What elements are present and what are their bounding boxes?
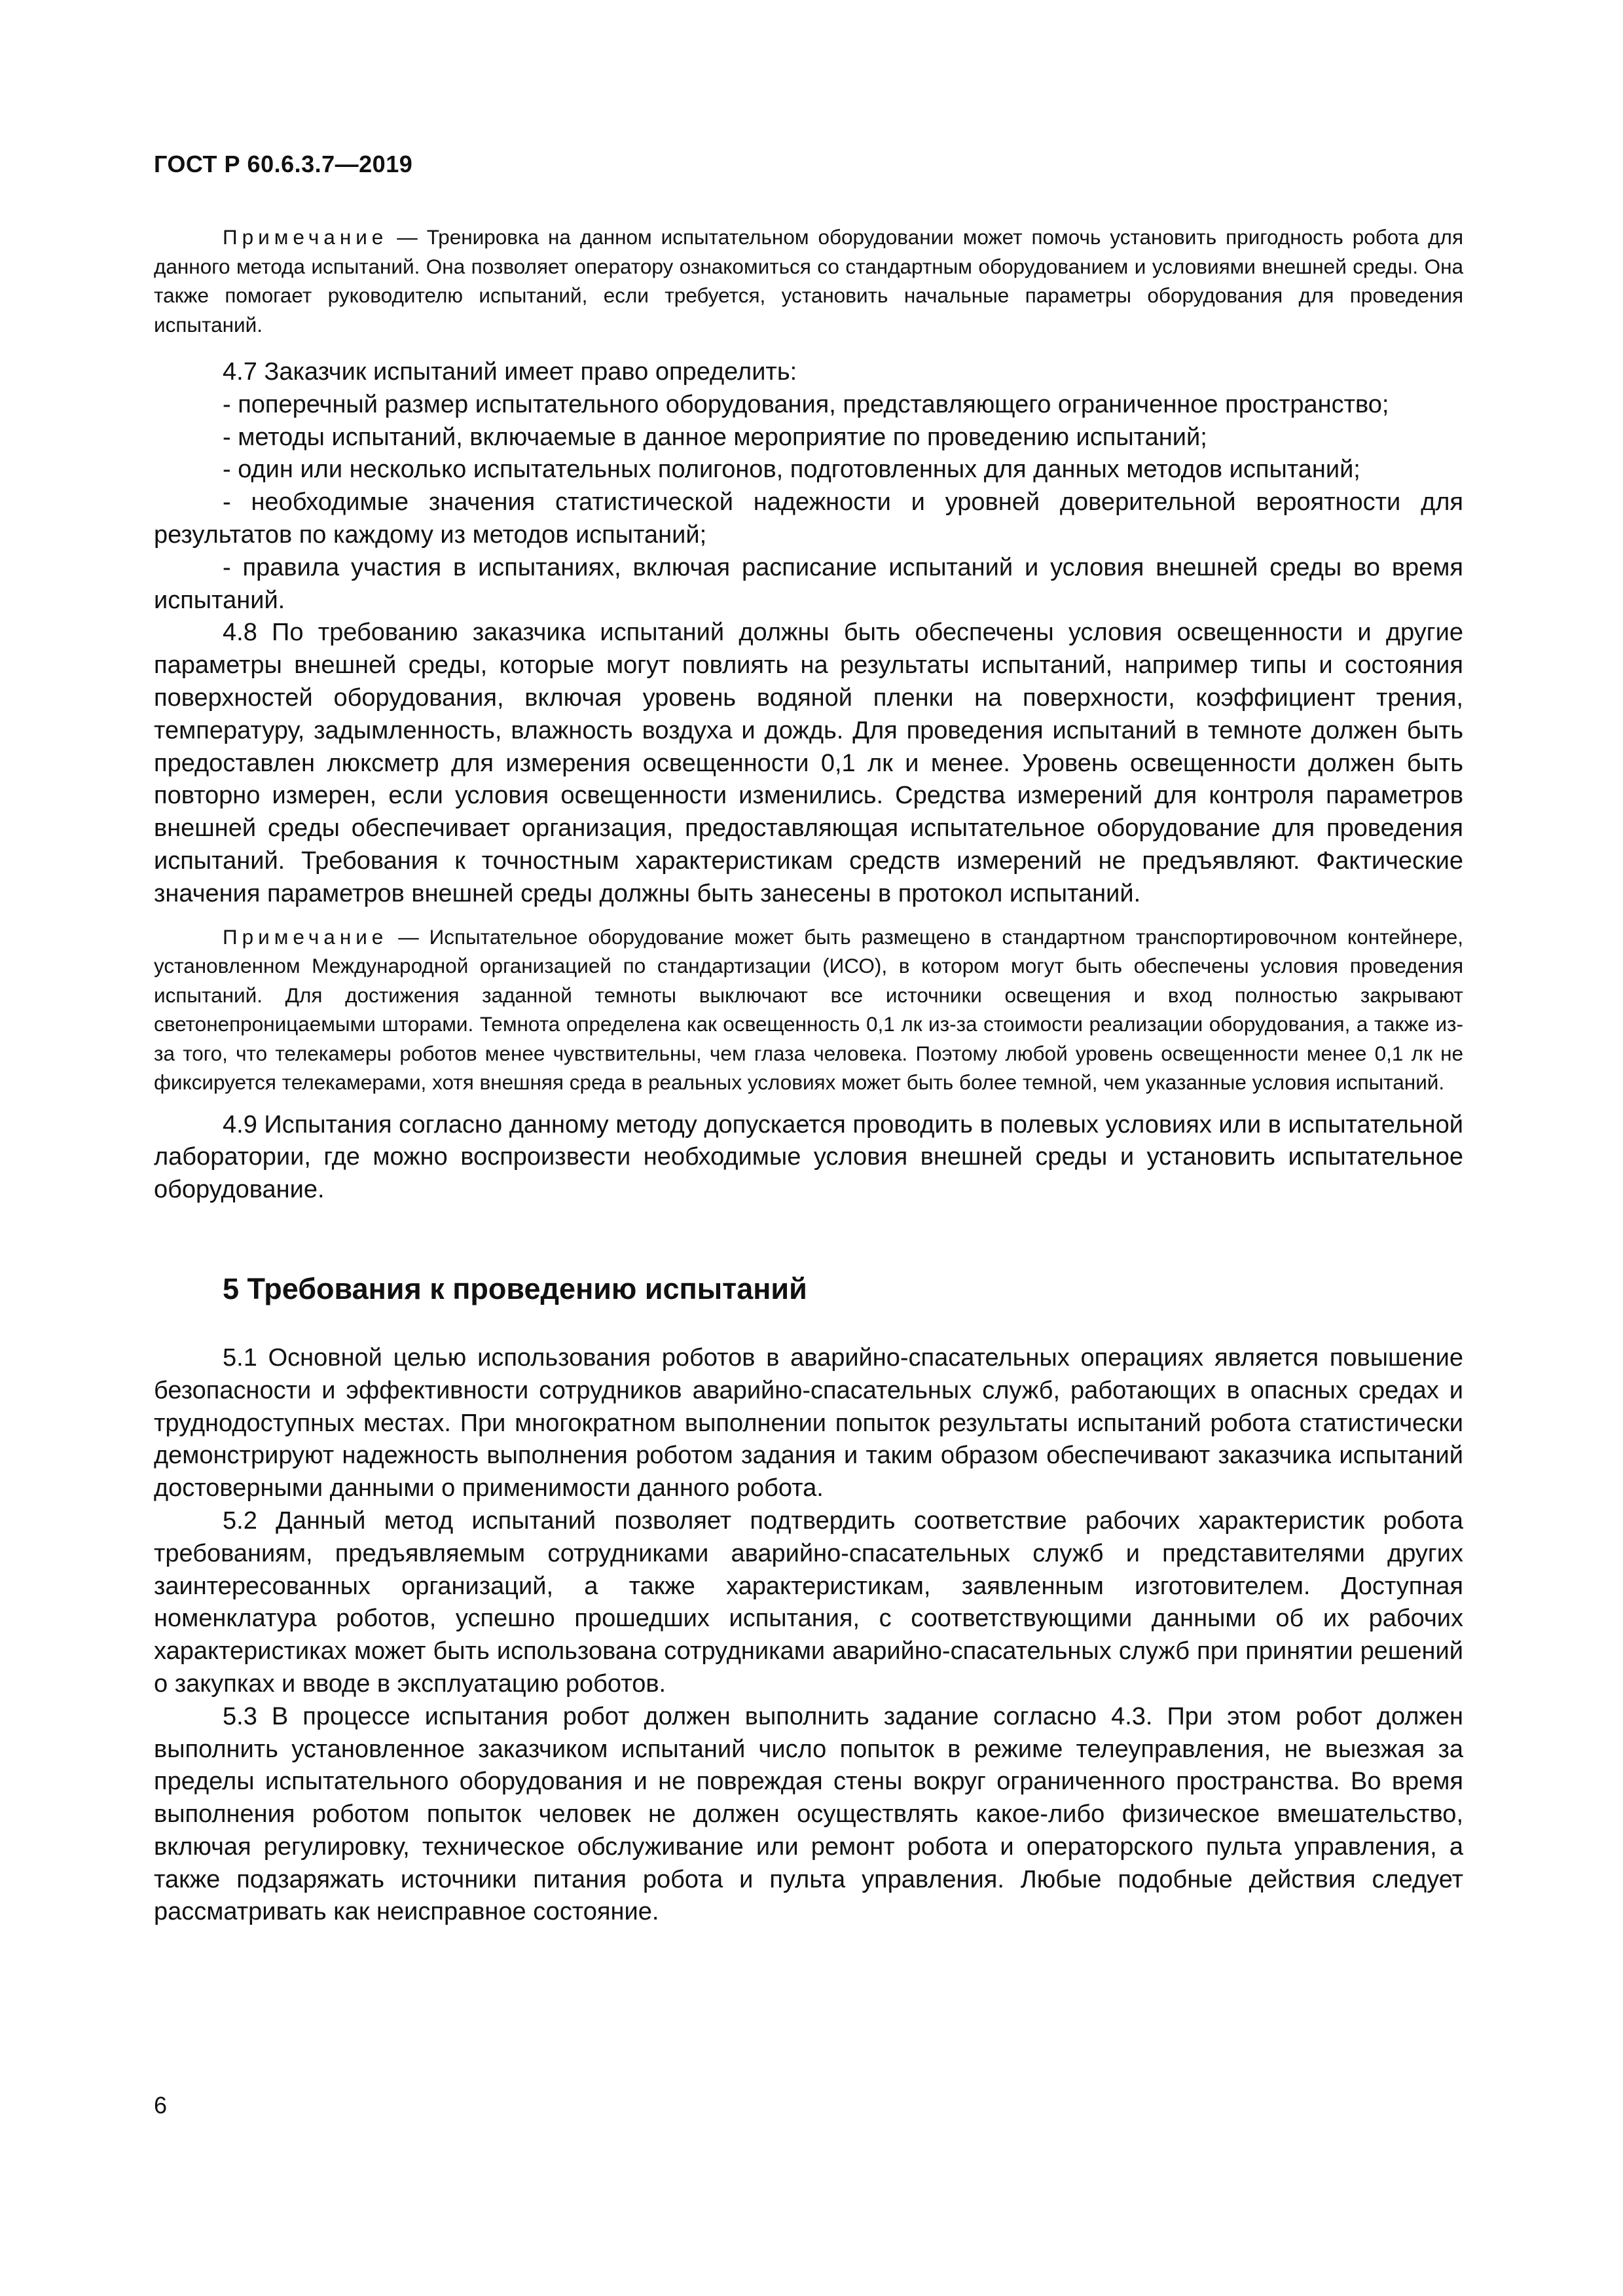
note-text: — Тренировка на данном испытательном оборудовании может помочь установить пригодность робота для данного метода испытаний. Она позволяет оператору ознакомиться со стандартным оборудованием и условиями внешней среды. Она также помогает руководителю испытаний, если требуется, установить начальные параметры оборудования для проведения испытаний. <box>154 225 1463 337</box>
page-content <box>154 223 1463 1929</box>
clause-5-2: 5.2 Данный метод испытаний позволяет подтвердить соответствие рабочих характеристик робота требованиям, предъявляемым сотрудниками аварийно-спасательных служб и представителями других заинтересованных организаций, а также характеристикам, заявленным изготовителем. Доступная номенклатура роботов, успешно прошедших испытания, с соответствующими данными об их рабочих характеристиках может быть использована сотрудниками аварийно-спасательных служб при принятии решений о закупках и вводе в эксплуатацию роботов. <box>154 1506 1463 1698</box>
clause-4-8: 4.8 По требованию заказчика испытаний должны быть обеспечены условия освещенности и другие параметры внешней среды, которые могут повлиять на результаты испытаний, например типы и состояния поверхностей оборудования, включая уровень водяной пленки на поверхности, коэффициент трения, температуру, задымленность, влажность воздуха и дождь. Для проведения испытаний в темноте должен быть предоставлен люксметр для измерения освещенности 0,1 лк и менее. Уровень освещенности должен быть повторно измерен, если условия освещенности изменились. Средства измерений для контроля параметров внешней среды обеспечивает организация, предоставляющая испытательное оборудование для проведения испытаний. Требования к точностным характеристикам средств измерений не предъявляют. Фактические значения параметров внешней среды должны быть занесены в протокол испытаний. <box>154 619 1463 907</box>
page-number: 6 <box>154 2092 168 2119</box>
clause-4-7-item: - поперечный размер испытательного оборудования, представляющего ограниченное пространство; <box>223 390 1389 418</box>
note-text: — Испытательное оборудование может быть размещено в стандартном транспортировочном контейнере, установленном Международной организацией по стандартизации (ИСО), в котором могут быть обеспечены условия проведения испытаний. Для достижения заданной темноты выключают все источники освещения и вход полностью закрывают светонепроницаемыми шторами. Темнота определена как освещенность 0,1 лк из-за стоимости реализации оборудования, а также из-за того, что телекамеры роботов менее чувствительны, чем глаза человека. Поэтому любой уровень освещенности менее 0,1 лк не фиксируется телекамерами, хотя внешняя среда в реальных условиях может быть более темной, чем указанные условия испытаний. <box>154 924 1463 1095</box>
document-code-header: ГОСТ Р 60.6.3.7—2019 <box>154 151 413 177</box>
note-training <box>154 223 1463 339</box>
clause-4-7-item: - необходимые значения статистической надежности и уровней доверительной вероятности для результатов по каждому из методов испытаний; <box>154 488 1463 549</box>
note-darkness <box>154 922 1463 1097</box>
section-5-heading: 5 Требования к проведению испытаний <box>223 1271 807 1305</box>
note-label: Примечание <box>223 924 388 949</box>
clause-4-7-intro: 4.7 Заказчик испытаний имеет право определить: <box>223 358 797 386</box>
clause-4-9: 4.9 Испытания согласно данному методу допускается проводить в полевых условиях или в испытательной лаборатории, где можно воспроизвести необходимые условия внешней среды и установить испытательное оборудование. <box>154 1110 1463 1204</box>
note-label: Примечание <box>223 225 388 249</box>
clause-4-7-item: - один или несколько испытательных полигонов, подготовленных для данных методов испытаний; <box>223 456 1360 484</box>
clause-5-1: 5.1 Основной целью использования роботов в аварийно-спасательных операциях является повышение безопасности и эффективности сотрудников аварийно-спасательных служб, работающих в опасных средах и труднодоступных местах. При многократном выполнении попыток результаты испытаний робота статистически демонстрируют надежность выполнения роботом задания и таким образом обеспечивают заказчика испытаний достоверными данными о применимости данного робота. <box>154 1343 1463 1503</box>
clause-4-7-item: - методы испытаний, включаемые в данное мероприятие по проведению испытаний; <box>223 423 1207 451</box>
clause-4-7-item: - правила участия в испытаниях, включая расписание испытаний и условия внешней среды во время испытаний. <box>154 553 1463 614</box>
clause-5-3: 5.3 В процессе испытания робот должен выполнить задание согласно 4.3. При этом робот должен выполнить установленное заказчиком испытаний число попыток в режиме телеуправления, не выезжая за пределы испытательного оборудования и не повреждая стены вокруг ограниченного пространства. Во время выполнения роботом попыток человек не должен осуществлять какое-либо физическое вмешательство, включая регулировку, техническое обслуживание или ремонт робота и операторского пульта управления, а также подзаряжать источники питания робота и пульта управления. Любые подобные действия следует рассматривать как неисправное состояние. <box>154 1702 1463 1926</box>
